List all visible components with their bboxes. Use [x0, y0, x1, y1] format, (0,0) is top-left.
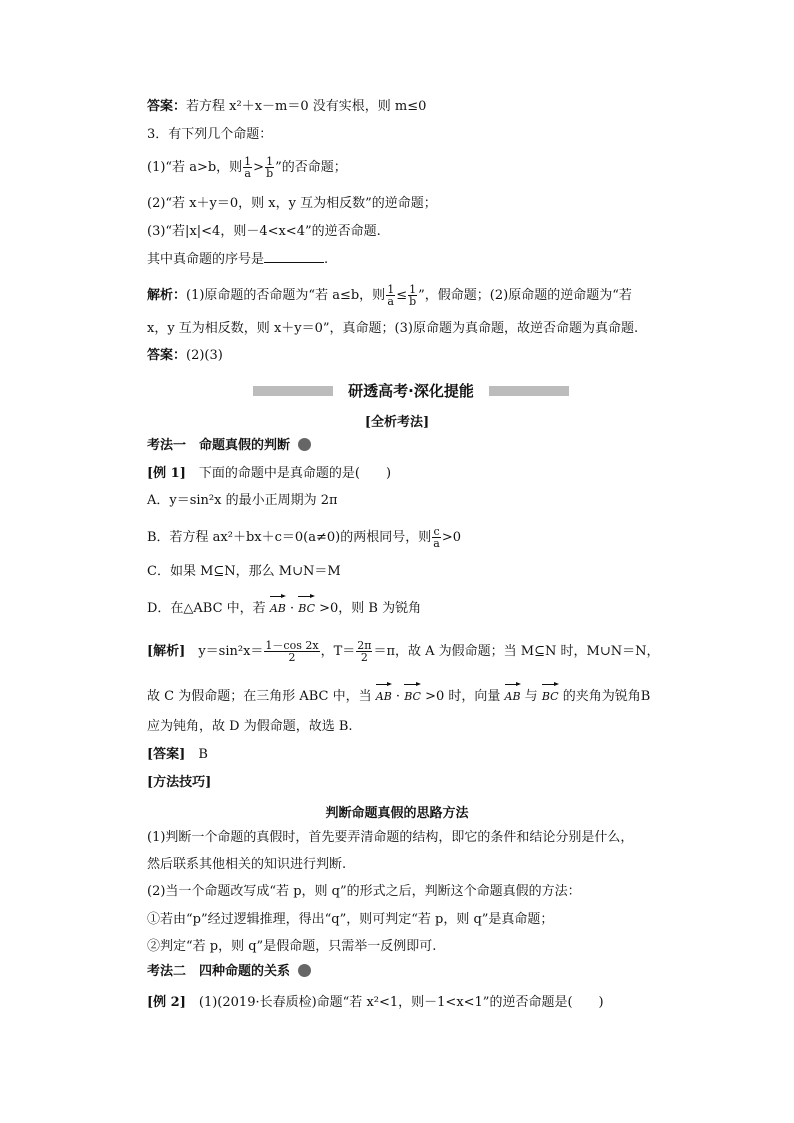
vector-bc-3: BC: [542, 682, 559, 706]
tip-1b: 然后联系其他相关的知识进行判断.: [147, 857, 347, 872]
method-2-heading: [147, 963, 311, 981]
solution2-text-3: 与: [524, 689, 538, 704]
fraction-1-over-a: $\frac{1}{a}$: [244, 155, 252, 180]
prompt-text: 其中真命题的序号是: [147, 252, 265, 267]
method-tips-title: 判断命题真假的思路方法: [325, 806, 469, 821]
solution-text-2: ，T＝: [320, 644, 356, 659]
proposition-1-text: (1)“若 a>b，则: [147, 160, 243, 175]
fraction-1-over-a-2: $\frac{1}{a}$: [387, 283, 395, 308]
fraction-cos: $\frac{1-\cos 2x}{2}$: [265, 639, 319, 664]
bullet-dot-icon-2: [298, 964, 311, 977]
tip-2: (2)当一个命题改写成“若 p，则 q”的形式之后，判断这个命题真假的方法：: [147, 884, 581, 899]
le-sign: ≤: [396, 288, 408, 303]
option-c: C．如果 M⊆N，那么 M∪N＝M: [147, 564, 341, 579]
tip-4: ②判定“若 p，则 q”是假命题，只需举一反例即可.: [147, 939, 437, 954]
vector-ab-2: AB: [376, 682, 392, 706]
banner-title: 研透高考·深化提能: [333, 380, 489, 402]
analysis-text-1: (1)原命题的否命题为“若 a≤b，则: [186, 288, 386, 303]
answer-tag-3: [答案]: [147, 747, 186, 762]
example-1: [147, 465, 391, 483]
answer-text: 若方程 x²＋x－m＝0 没有实根，则 m≤0: [186, 99, 427, 114]
prompt-end: .: [324, 252, 329, 267]
solution-text-3: ＝π，故 A 为假命题；当 M⊆N 时，M∪N＝N，: [373, 644, 660, 659]
option-d-end: >0，则 B 为锐角: [319, 601, 422, 616]
analysis-line-1: [147, 284, 632, 307]
method-2-title: 考法二 四种命题的关系: [147, 964, 291, 979]
solution-line-2: [147, 682, 650, 706]
question-prompt: [147, 250, 328, 269]
fraction-c-over-a: $\frac{c}{a}$: [433, 525, 440, 550]
answer-line-3: [147, 746, 208, 764]
answer-line-1: [147, 98, 426, 116]
answer-blank: [264, 250, 324, 263]
dot-product: ·: [290, 601, 295, 616]
section-subtitle: [全析考法]: [364, 415, 430, 430]
proposition-3: (3)“若|x|<4，则－4<x<4”的逆否命题.: [147, 224, 381, 239]
method-1-title: 考法一 命题真假的判断: [147, 438, 291, 453]
answer-tag: 答案：: [147, 99, 187, 114]
solution2-text-4: 的夹角为锐角B: [562, 689, 651, 704]
example-1-text: 下面的命题中是真命题的是( ): [198, 466, 392, 481]
dot-product-2: ·: [395, 689, 401, 704]
option-a: A．y＝sin²x 的最小正周期为 2π: [147, 493, 338, 508]
vector-ab-3: AB: [505, 682, 521, 706]
solution-tag: [解析]: [147, 644, 186, 659]
method-1-heading: [147, 437, 311, 455]
tip-1a: (1)判断一个命题的真假时，首先要弄清命题的结构，即它的条件和结论分别是什么，: [147, 830, 634, 845]
bullet-dot-icon: [298, 438, 311, 451]
example-1-tag: [例 1]: [147, 466, 186, 481]
fraction-1-over-b: $\frac{1}{b}$: [266, 155, 274, 180]
solution-line-1: [147, 640, 659, 663]
option-d-text: D．在△ABC 中，若: [147, 601, 266, 616]
answer-line-2: [147, 347, 223, 365]
solution-line-3: 应为钝角，故 D 为假命题，故选 B.: [147, 719, 353, 734]
answer-text-2: (2)(3): [186, 348, 223, 363]
example-2-tag: [例 2]: [147, 995, 186, 1010]
vector-ab: AB: [270, 594, 286, 618]
proposition-1-end: ”的否命题；: [275, 160, 347, 175]
gt-sign: >: [253, 160, 265, 175]
example-2: [147, 994, 604, 1012]
proposition-2: (2)“若 x＋y＝0，则 x，y 互为相反数”的逆命题；: [147, 196, 437, 211]
banner-bar-right: [489, 386, 569, 396]
option-b: [147, 526, 461, 549]
solution2-text-1: 故 C 为假命题；在三角形 ABC 中，当: [147, 689, 372, 704]
analysis-tag: 解析：: [147, 288, 187, 303]
solution2-text-2: >0 时，向量: [425, 689, 501, 704]
fraction-2pi-over-2: $\frac{2\pi}{2}$: [357, 639, 372, 664]
solution-text-1: y＝sin²x＝: [198, 644, 264, 659]
option-b-end: >0: [441, 530, 461, 545]
vector-bc: BC: [298, 594, 315, 618]
option-d: [147, 594, 421, 618]
option-b-text: B．若方程 ax²＋bx＋c＝0(a≠0)的两根同号，则: [147, 530, 432, 545]
tip-3: ①若由“p”经过逻辑推理，得出“q”，则可判定“若 p，则 q”是真命题；: [147, 912, 554, 927]
proposition-1: [147, 156, 347, 179]
analysis-line-2: x，y 互为相反数，则 x＋y＝0”，真命题；(3)原命题为真命题，故逆否命题为真命题.: [147, 321, 639, 336]
banner-bar-left: [253, 386, 333, 396]
answer-text-3: B: [198, 747, 208, 762]
analysis-text-2: ”，假命题；(2)原命题的逆命题为“若: [418, 288, 632, 303]
vector-bc-2: BC: [404, 682, 421, 706]
section-banner: [253, 380, 569, 402]
question-3: 3．有下列几个命题：: [147, 127, 273, 142]
method-tips-heading: [方法技巧]: [147, 775, 212, 790]
fraction-1-over-b-2: $\frac{1}{b}$: [409, 283, 417, 308]
example-2-text: (1)(2019·长春质检)命题“若 x²<1，则－1<x<1”的逆否命题是( ): [198, 995, 604, 1010]
answer-tag-2: 答案：: [147, 348, 187, 363]
